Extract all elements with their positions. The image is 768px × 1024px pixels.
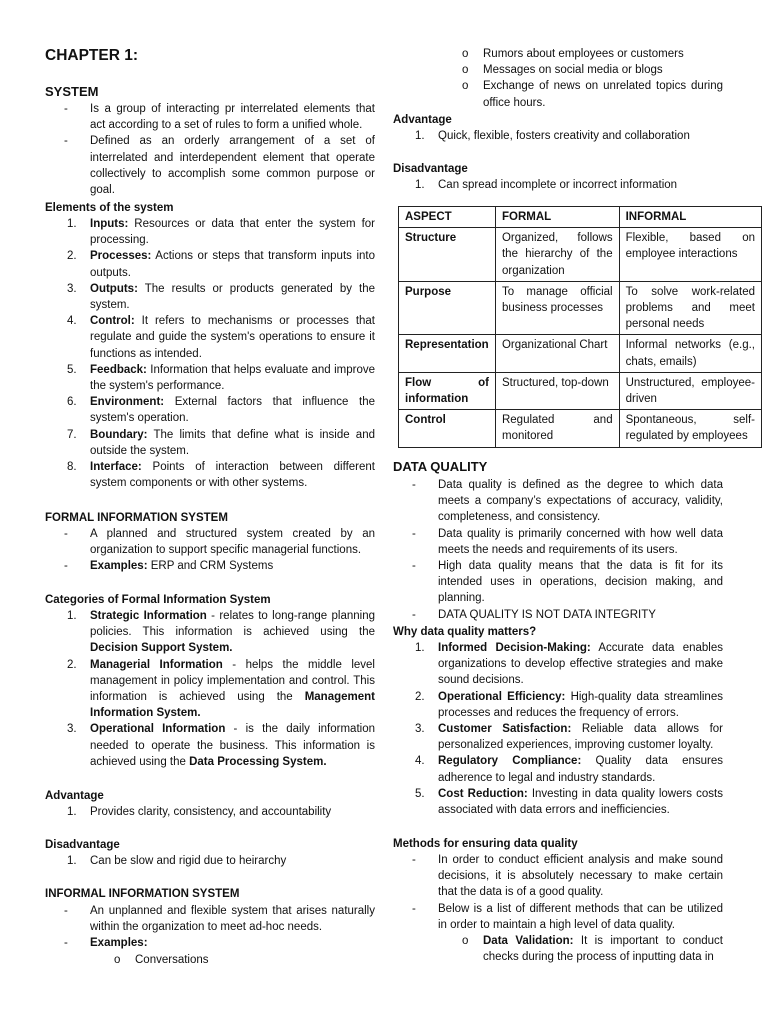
circle-bullet: o [462, 48, 469, 60]
list-item: 8. Interface: Points of interaction between different system components or with other systems. [67, 461, 375, 490]
advantage-heading: Advantage [393, 114, 452, 126]
dash-bullet: - [64, 135, 68, 148]
list-item: 3. Customer Satisfaction: Reliable data allows for personalized experiences, improving customer loyalty. [415, 723, 724, 752]
table-header: ASPECT [399, 207, 496, 228]
list-item: 1. Informed Decision-Making: Accurate data enables organizations to develop effective strategies and make sound decisions. [415, 642, 723, 687]
formal-heading: FORMAL INFORMATION SYSTEM [45, 512, 228, 524]
list-item: 5. Cost Reduction: Investing in data quality lowers costs associated with data errors and inefficiencies. [415, 787, 723, 817]
list-item: 2. Operational Efficiency: High-quality data streamlines processes and reduces the frequency of errors. [415, 690, 723, 719]
why-heading: Why data quality matters? [393, 626, 537, 638]
table-cell: Purpose [399, 281, 496, 335]
table-cell: Control [399, 410, 496, 447]
list-item: 7. Boundary: The limits that define what is inside and outside the system. [67, 428, 375, 457]
table-header: FORMAL [495, 207, 619, 228]
table-cell: Organized, follows the hierarchy of the organization [495, 228, 619, 282]
categories-heading: Categories of Formal Information System [45, 594, 271, 606]
list-item: 4. Regulatory Compliance: Quality data ensures adherence to legal and industry standards. [415, 755, 724, 784]
list-item: 1. Quick, flexible, fosters creativity and collaboration [415, 130, 690, 142]
disadvantage-list [67, 853, 375, 869]
table-cell: Organizational Chart [495, 335, 619, 372]
circle-bullet: o [462, 80, 469, 93]
table-row [399, 410, 762, 447]
list-item: - In order to conduct efficient analysis and make sound decisions, it is absolutely necessary to make certain that the data is of a good quality. [412, 854, 723, 899]
informal-examples-list [462, 46, 723, 111]
table-cell: Structured, top-down [495, 372, 619, 409]
list-item: - An unplanned and flexible system that arises naturally within the organization to meet ad-hoc needs. [64, 905, 375, 934]
sub-list-item: o Messages on social media or blogs [462, 62, 723, 78]
list-item: 6. Environment: External factors that influence the system's operation. [67, 396, 375, 425]
methods-heading: Methods for ensuring data quality [393, 838, 578, 850]
list-item: - Defined as an orderly arrangement of a set of interrelated and interdependent element that operate collectively to accomplish some common purpose or goal. [64, 135, 375, 197]
list-item: 4. Control: It refers to mechanisms or processes that regulate and guide the system's operations to ensure it functions as intended. [67, 315, 375, 360]
list-item: - Data quality is defined as the degree to which data meets a company’s expectations of accuracy, validity, completeness, and consistency. [412, 479, 723, 524]
formal-list [64, 526, 375, 575]
list-item: 1. Provides clarity, consistency, and accountability [67, 806, 332, 818]
circle-bullet: o [462, 935, 469, 948]
disadvantage-heading: Disadvantage [393, 163, 468, 175]
list-item: 3. Operational Information - is the daily information needed to operate the business. This information is achieved using the Data Processing System. [67, 723, 375, 768]
list-item: 1. Can spread incomplete or incorrect information [415, 179, 678, 191]
table-cell: Spontaneous, self-regulated by employees [619, 410, 761, 447]
list-item: 3. Outputs: The results or products generated by the system. [67, 282, 375, 312]
list-item: - A planned and structured system created by an organization to support specific managerial functions. [64, 528, 375, 557]
list-item: - Examples: ERP and CRM Systems [64, 560, 274, 573]
list-item: - Is a group of interacting pr interrelated elements that act according to a set of rules to form a unified whole. [64, 103, 375, 132]
table-cell: Regulated and monitored [495, 410, 619, 447]
comparison-table [398, 206, 762, 448]
elements-heading: Elements of the system [45, 202, 174, 214]
table-header: INFORMAL [619, 207, 761, 228]
advantage-list [415, 128, 723, 144]
advantage-list [67, 804, 375, 820]
sub-list-item: o Data Validation: It is important to conduct checks during the process of inputting data in [462, 935, 723, 964]
elements-list [67, 216, 375, 491]
sub-list-item: o Conversations [64, 952, 375, 968]
table-cell: To solve work-related problems and meet personal needs [619, 281, 761, 335]
list-item: - Data quality is primarily concerned with how well data meets the needs and requirements of its users. [412, 527, 723, 556]
circle-bullet: o [114, 953, 121, 966]
list-item: 1. Inputs: Resources or data that enter the system for processing. [67, 218, 375, 247]
disadvantage-heading: Disadvantage [45, 839, 120, 851]
informal-heading: INFORMAL INFORMATION SYSTEM [45, 888, 240, 900]
categories-list [67, 608, 375, 770]
disadvantage-list [415, 177, 723, 193]
table-header-row [399, 207, 762, 228]
list-item: 1. Strategic Information - relates to long-range planning policies. This information is achieved using the Decision Support System. [67, 610, 375, 655]
table-cell: Representation [399, 335, 496, 372]
table-row [399, 281, 762, 335]
list-item: 1. Can be slow and rigid due to heirarchy [67, 855, 287, 867]
system-list [64, 101, 375, 198]
why-list [415, 640, 723, 818]
list-item: - DATA QUALITY IS NOT DATA INTEGRITY [412, 608, 656, 621]
circle-bullet: o [462, 64, 469, 77]
data-quality-list [412, 477, 723, 623]
table-cell: Structure [399, 228, 496, 282]
list-item: 2. Managerial Information - helps the middle level management in policy implementation and control. This information is achieved using the Management Information System. [67, 658, 375, 720]
list-item: 2. Processes: Actions or steps that transform inputs into outputs. [67, 250, 375, 279]
informal-list [64, 903, 375, 968]
list-item: - High data quality means that the data is fit for its intended uses in operations, decision making, and planning. [412, 560, 723, 605]
advantage-heading: Advantage [45, 790, 104, 802]
methods-list [412, 852, 723, 965]
sub-list-item: o Exchange of news on unrelated topics during office hours. [462, 80, 723, 109]
system-heading: SYSTEM [45, 84, 99, 99]
list-item: - Examples: [64, 937, 148, 950]
table-cell: Flexible, based on employee interactions [619, 228, 761, 282]
table-cell: To manage official business processes [495, 281, 619, 335]
table-cell: Unstructured, employee-driven [619, 372, 761, 409]
sub-list-item: o Rumors about employees or customers [462, 46, 723, 62]
list-item: 5. Feedback: Information that helps evaluate and improve the system's performance. [67, 363, 375, 393]
data-quality-heading: DATA QUALITY [393, 459, 488, 474]
table-row [399, 335, 762, 372]
chapter-title: CHAPTER 1: [45, 47, 139, 64]
table-cell: Informal networks (e.g., chats, emails) [619, 335, 761, 372]
table-cell: Flow of information [399, 372, 496, 409]
list-item: - Below is a list of different methods that can be utilized in order to maintain a high level of data quality. [412, 902, 723, 931]
table-row [399, 228, 762, 282]
table-row [399, 372, 762, 409]
dash-bullet: - [64, 103, 68, 115]
